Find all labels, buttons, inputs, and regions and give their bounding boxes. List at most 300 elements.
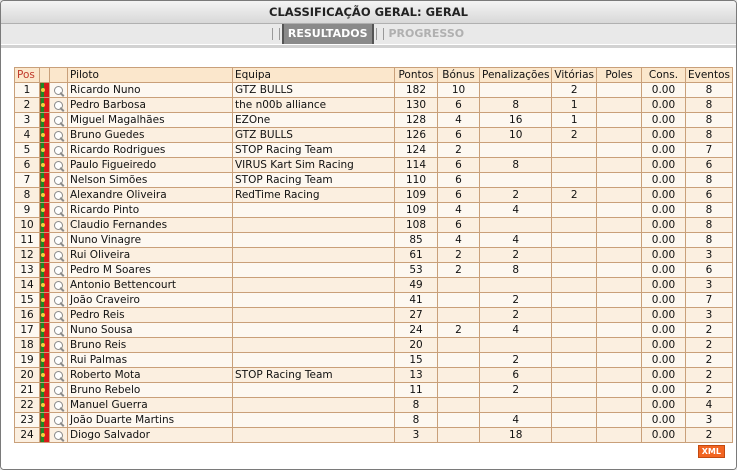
- cell-cons: 0.00: [641, 263, 685, 278]
- cell-bonus: 2: [438, 248, 480, 263]
- cell-piloto[interactable]: Nuno Vinagre: [68, 233, 233, 248]
- flag-emblem: [41, 163, 45, 167]
- cell-eventos: 8: [685, 128, 732, 143]
- cell-cons: 0.00: [641, 308, 685, 323]
- cell-piloto[interactable]: Bruno Reis: [68, 338, 233, 353]
- cell-pontos: 53: [395, 263, 438, 278]
- magnifier-icon[interactable]: [50, 308, 68, 323]
- flag-emblem: [41, 268, 45, 272]
- cell-piloto[interactable]: Rui Oliveira: [68, 248, 233, 263]
- cell-pos: 17: [15, 323, 40, 338]
- cell-cons: 0.00: [641, 233, 685, 248]
- cell-eventos: 8: [685, 173, 732, 188]
- flag-emblem: [41, 283, 45, 287]
- magnifier-icon[interactable]: [50, 128, 68, 143]
- cell-equipa: GTZ BULLS: [233, 83, 395, 98]
- cell-cons: 0.00: [641, 428, 685, 443]
- cell-vitorias: 2: [552, 188, 597, 203]
- cell-eventos: 8: [685, 113, 732, 128]
- portugal-flag-icon: [40, 218, 50, 233]
- cell-vitorias: [552, 263, 597, 278]
- flag-emblem: [41, 103, 45, 107]
- tab-separator: [272, 28, 280, 40]
- search-icon[interactable]: [54, 206, 63, 215]
- cell-bonus: [438, 413, 480, 428]
- cell-eventos: 8: [685, 83, 732, 98]
- portugal-flag-icon: [40, 338, 50, 353]
- cell-poles: [596, 113, 641, 128]
- search-icon[interactable]: [54, 281, 63, 290]
- table-row: [15, 158, 733, 173]
- cell-eventos: 4: [685, 398, 732, 413]
- portugal-flag-icon: [40, 308, 50, 323]
- cell-piloto[interactable]: Pedro Barbosa: [68, 98, 233, 113]
- cell-pontos: 109: [395, 203, 438, 218]
- magnifier-icon[interactable]: [50, 158, 68, 173]
- cell-piloto[interactable]: Ricardo Rodrigues: [68, 143, 233, 158]
- cell-penalizacoes: [480, 143, 552, 158]
- cell-vitorias: [552, 248, 597, 263]
- cell-equipa: GTZ BULLS: [233, 128, 395, 143]
- cell-bonus: [438, 308, 480, 323]
- cell-equipa: [233, 218, 395, 233]
- tab-progresso[interactable]: PROGRESSO: [388, 27, 465, 40]
- magnifier-icon[interactable]: [50, 248, 68, 263]
- cell-penalizacoes: 8: [480, 263, 552, 278]
- cell-eventos: 7: [685, 143, 732, 158]
- cell-pos: 12: [15, 248, 40, 263]
- magnifier-icon[interactable]: [50, 98, 68, 113]
- cell-pos: 3: [15, 113, 40, 128]
- cell-equipa: RedTime Racing: [233, 188, 395, 203]
- cell-piloto[interactable]: Roberto Mota: [68, 368, 233, 383]
- cell-penalizacoes: [480, 398, 552, 413]
- search-icon[interactable]: [54, 296, 63, 305]
- cell-equipa: [233, 293, 395, 308]
- cell-poles: [596, 323, 641, 338]
- table-row: [15, 353, 733, 368]
- cell-cons: 0.00: [641, 248, 685, 263]
- search-icon[interactable]: [54, 416, 63, 425]
- flag-emblem: [41, 253, 45, 257]
- cell-pos: 8: [15, 188, 40, 203]
- magnifier-icon[interactable]: [50, 263, 68, 278]
- cell-penalizacoes: 8: [480, 158, 552, 173]
- cell-pontos: 182: [395, 83, 438, 98]
- cell-pos: 13: [15, 263, 40, 278]
- cell-bonus: 6: [438, 158, 480, 173]
- cell-equipa: [233, 383, 395, 398]
- search-icon[interactable]: [54, 176, 63, 185]
- cell-piloto[interactable]: Pedro M Soares: [68, 263, 233, 278]
- cell-vitorias: [552, 308, 597, 323]
- cell-pontos: 20: [395, 338, 438, 353]
- cell-poles: [596, 203, 641, 218]
- cell-penalizacoes: [480, 278, 552, 293]
- cell-poles: [596, 248, 641, 263]
- magnifier-icon[interactable]: [50, 413, 68, 428]
- cell-pontos: 27: [395, 308, 438, 323]
- cell-cons: 0.00: [641, 413, 685, 428]
- cell-pontos: 128: [395, 113, 438, 128]
- cell-vitorias: 2: [552, 128, 597, 143]
- search-icon[interactable]: [54, 191, 63, 200]
- cell-pontos: 3: [395, 428, 438, 443]
- search-icon[interactable]: [54, 116, 63, 125]
- cell-vitorias: [552, 233, 597, 248]
- search-icon[interactable]: [54, 251, 63, 260]
- magnifier-icon[interactable]: [50, 278, 68, 293]
- cell-pos: 4: [15, 128, 40, 143]
- table-row: [15, 128, 733, 143]
- search-icon[interactable]: [54, 311, 63, 320]
- cell-piloto[interactable]: Manuel Guerra: [68, 398, 233, 413]
- search-icon[interactable]: [54, 146, 63, 155]
- cell-eventos: 3: [685, 278, 732, 293]
- table-row: [15, 248, 733, 263]
- flag-emblem: [41, 133, 45, 137]
- cell-pontos: 49: [395, 278, 438, 293]
- cell-pos: 16: [15, 308, 40, 323]
- search-icon[interactable]: [54, 431, 63, 440]
- col-bonus[interactable]: Bónus: [438, 68, 480, 83]
- flag-emblem: [41, 238, 45, 242]
- cell-piloto[interactable]: Bruno Rebelo: [68, 383, 233, 398]
- cell-vitorias: [552, 278, 597, 293]
- cell-bonus: 6: [438, 98, 480, 113]
- col-pontos[interactable]: Pontos: [395, 68, 438, 83]
- portugal-flag-icon: [40, 293, 50, 308]
- magnifier-icon[interactable]: [50, 83, 68, 98]
- table-row: [15, 428, 733, 443]
- cell-bonus: [438, 278, 480, 293]
- magnifier-icon[interactable]: [50, 368, 68, 383]
- portugal-flag-icon: [40, 428, 50, 443]
- cell-bonus: 6: [438, 188, 480, 203]
- magnifier-icon[interactable]: [50, 383, 68, 398]
- col-eventos[interactable]: Eventos: [685, 68, 732, 83]
- cell-pontos: 15: [395, 353, 438, 368]
- cell-equipa: STOP Racing Team: [233, 173, 395, 188]
- table-row: [15, 308, 733, 323]
- magnifier-icon[interactable]: [50, 188, 68, 203]
- magnifier-icon[interactable]: [50, 173, 68, 188]
- cell-eventos: 3: [685, 248, 732, 263]
- cell-pos: 7: [15, 173, 40, 188]
- cell-eventos: 8: [685, 203, 732, 218]
- cell-penalizacoes: [480, 83, 552, 98]
- cell-bonus: 4: [438, 113, 480, 128]
- cell-eventos: 3: [685, 413, 732, 428]
- portugal-flag-icon: [40, 83, 50, 98]
- cell-pontos: 11: [395, 383, 438, 398]
- cell-pontos: 109: [395, 188, 438, 203]
- search-icon[interactable]: [54, 86, 63, 95]
- search-icon[interactable]: [54, 131, 63, 140]
- cell-piloto[interactable]: Diogo Salvador: [68, 428, 233, 443]
- search-icon[interactable]: [54, 401, 63, 410]
- flag-emblem: [41, 313, 45, 317]
- cell-pontos: 8: [395, 398, 438, 413]
- cell-eventos: 7: [685, 293, 732, 308]
- cell-poles: [596, 383, 641, 398]
- cell-piloto[interactable]: Ricardo Pinto: [68, 203, 233, 218]
- portugal-flag-icon: [40, 143, 50, 158]
- cell-equipa: [233, 233, 395, 248]
- cell-cons: 0.00: [641, 143, 685, 158]
- table-row: [15, 368, 733, 383]
- cell-pos: 6: [15, 158, 40, 173]
- cell-cons: 0.00: [641, 368, 685, 383]
- search-icon[interactable]: [54, 161, 63, 170]
- cell-vitorias: [552, 218, 597, 233]
- cell-piloto[interactable]: Miguel Magalhães: [68, 113, 233, 128]
- cell-bonus: 6: [438, 173, 480, 188]
- portugal-flag-icon: [40, 263, 50, 278]
- col-poles[interactable]: Poles: [596, 68, 641, 83]
- magnifier-icon[interactable]: [50, 398, 68, 413]
- cell-penalizacoes: [480, 338, 552, 353]
- search-icon[interactable]: [54, 101, 63, 110]
- magnifier-icon[interactable]: [50, 143, 68, 158]
- cell-eventos: 6: [685, 188, 732, 203]
- cell-bonus: [438, 428, 480, 443]
- cell-penalizacoes: 8: [480, 98, 552, 113]
- cell-bonus: 2: [438, 323, 480, 338]
- cell-vitorias: [552, 353, 597, 368]
- cell-pos: 1: [15, 83, 40, 98]
- table-row: [15, 143, 733, 158]
- portugal-flag-icon: [40, 278, 50, 293]
- cell-cons: 0.00: [641, 158, 685, 173]
- cell-piloto[interactable]: Antonio Bettencourt: [68, 278, 233, 293]
- cell-eventos: 2: [685, 368, 732, 383]
- cell-cons: 0.00: [641, 98, 685, 113]
- cell-equipa: [233, 308, 395, 323]
- cell-eventos: 2: [685, 323, 732, 338]
- table-header-row: [15, 68, 733, 83]
- cell-penalizacoes: 18: [480, 428, 552, 443]
- cell-pontos: 85: [395, 233, 438, 248]
- xml-export-button[interactable]: XML: [698, 445, 725, 458]
- cell-bonus: [438, 368, 480, 383]
- flag-emblem: [41, 403, 45, 407]
- flag-emblem: [41, 358, 45, 362]
- cell-pos: 11: [15, 233, 40, 248]
- flag-emblem: [41, 418, 45, 422]
- cell-piloto[interactable]: João Craveiro: [68, 293, 233, 308]
- results-panel: [1, 45, 736, 470]
- table-row: [15, 98, 733, 113]
- search-icon[interactable]: [54, 371, 63, 380]
- flag-emblem: [41, 223, 45, 227]
- cell-piloto[interactable]: Nelson Simões: [68, 173, 233, 188]
- cell-bonus: 2: [438, 143, 480, 158]
- cell-penalizacoes: 2: [480, 353, 552, 368]
- flag-emblem: [41, 343, 45, 347]
- cell-bonus: [438, 293, 480, 308]
- table-row: [15, 113, 733, 128]
- cell-cons: 0.00: [641, 398, 685, 413]
- magnifier-icon[interactable]: [50, 218, 68, 233]
- cell-poles: [596, 263, 641, 278]
- search-icon[interactable]: [54, 221, 63, 230]
- cell-piloto[interactable]: Bruno Guedes: [68, 128, 233, 143]
- table-row: [15, 203, 733, 218]
- table-row: [15, 398, 733, 413]
- search-icon[interactable]: [54, 236, 63, 245]
- cell-eventos: 6: [685, 263, 732, 278]
- flag-emblem: [41, 193, 45, 197]
- portugal-flag-icon: [40, 353, 50, 368]
- cell-vitorias: [552, 398, 597, 413]
- flag-emblem: [41, 388, 45, 392]
- cell-cons: 0.00: [641, 203, 685, 218]
- magnifier-icon[interactable]: [50, 353, 68, 368]
- magnifier-icon[interactable]: [50, 113, 68, 128]
- table-row: [15, 263, 733, 278]
- cell-vitorias: 2: [552, 83, 597, 98]
- cell-bonus: [438, 383, 480, 398]
- cell-vitorias: [552, 143, 597, 158]
- cell-cons: 0.00: [641, 293, 685, 308]
- cell-cons: 0.00: [641, 383, 685, 398]
- flag-emblem: [41, 148, 45, 152]
- cell-cons: 0.00: [641, 188, 685, 203]
- cell-equipa: [233, 338, 395, 353]
- cell-pos: 18: [15, 338, 40, 353]
- magnifier-icon[interactable]: [50, 293, 68, 308]
- portugal-flag-icon: [40, 113, 50, 128]
- cell-penalizacoes: 2: [480, 308, 552, 323]
- cell-poles: [596, 398, 641, 413]
- magnifier-icon[interactable]: [50, 323, 68, 338]
- cell-piloto[interactable]: Ricardo Nuno: [68, 83, 233, 98]
- cell-vitorias: [552, 203, 597, 218]
- magnifier-icon[interactable]: [50, 428, 68, 443]
- cell-vitorias: [552, 173, 597, 188]
- cell-equipa: the n00b alliance: [233, 98, 395, 113]
- magnifier-icon[interactable]: [50, 203, 68, 218]
- tab-resultados[interactable]: RESULTADOS: [282, 24, 374, 44]
- cell-bonus: [438, 338, 480, 353]
- cell-cons: 0.00: [641, 173, 685, 188]
- portugal-flag-icon: [40, 173, 50, 188]
- cell-vitorias: [552, 158, 597, 173]
- cell-pos: 19: [15, 353, 40, 368]
- search-icon[interactable]: [54, 266, 63, 275]
- cell-piloto[interactable]: Claudio Fernandes: [68, 218, 233, 233]
- table-row: [15, 383, 733, 398]
- cell-pontos: 24: [395, 323, 438, 338]
- cell-piloto[interactable]: Paulo Figueiredo: [68, 158, 233, 173]
- cell-penalizacoes: [480, 173, 552, 188]
- cell-piloto[interactable]: João Duarte Martins: [68, 413, 233, 428]
- flag-emblem: [41, 433, 45, 437]
- col-equipa[interactable]: Equipa: [233, 68, 395, 83]
- cell-pos: 14: [15, 278, 40, 293]
- cell-vitorias: [552, 323, 597, 338]
- cell-poles: [596, 173, 641, 188]
- cell-pontos: 130: [395, 98, 438, 113]
- cell-penalizacoes: 4: [480, 233, 552, 248]
- cell-poles: [596, 338, 641, 353]
- table-row: [15, 413, 733, 428]
- cell-cons: 0.00: [641, 83, 685, 98]
- cell-poles: [596, 233, 641, 248]
- cell-cons: 0.00: [641, 218, 685, 233]
- cell-vitorias: [552, 368, 597, 383]
- cell-pos: 10: [15, 218, 40, 233]
- cell-poles: [596, 128, 641, 143]
- cell-pos: 9: [15, 203, 40, 218]
- tab-separator: [376, 28, 384, 40]
- cell-cons: 0.00: [641, 353, 685, 368]
- cell-equipa: [233, 263, 395, 278]
- cell-equipa: [233, 413, 395, 428]
- cell-vitorias: [552, 293, 597, 308]
- cell-pontos: 126: [395, 128, 438, 143]
- col-flag: [40, 68, 50, 83]
- cell-bonus: 10: [438, 83, 480, 98]
- cell-equipa: [233, 248, 395, 263]
- portugal-flag-icon: [40, 233, 50, 248]
- cell-poles: [596, 293, 641, 308]
- table-row: [15, 188, 733, 203]
- magnifier-icon[interactable]: [50, 233, 68, 248]
- col-vitorias[interactable]: Vitórias: [552, 68, 597, 83]
- cell-piloto[interactable]: Rui Palmas: [68, 353, 233, 368]
- cell-bonus: 2: [438, 263, 480, 278]
- cell-bonus: 6: [438, 218, 480, 233]
- portugal-flag-icon: [40, 188, 50, 203]
- cell-eventos: 2: [685, 383, 732, 398]
- col-piloto[interactable]: Piloto: [68, 68, 233, 83]
- cell-cons: 0.00: [641, 113, 685, 128]
- cell-vitorias: [552, 413, 597, 428]
- search-icon[interactable]: [54, 386, 63, 395]
- portugal-flag-icon: [40, 98, 50, 113]
- cell-penalizacoes: 16: [480, 113, 552, 128]
- search-icon[interactable]: [54, 341, 63, 350]
- portugal-flag-icon: [40, 323, 50, 338]
- col-cons[interactable]: Cons.: [641, 68, 685, 83]
- table-row: [15, 293, 733, 308]
- cell-piloto[interactable]: Nuno Sousa: [68, 323, 233, 338]
- flag-emblem: [41, 373, 45, 377]
- flag-emblem: [41, 118, 45, 122]
- cell-equipa: [233, 428, 395, 443]
- cell-eventos: 8: [685, 98, 732, 113]
- cell-poles: [596, 353, 641, 368]
- cell-eventos: 2: [685, 353, 732, 368]
- cell-poles: [596, 98, 641, 113]
- col-penalizacoes[interactable]: Penalizações: [480, 68, 552, 83]
- search-icon[interactable]: [54, 356, 63, 365]
- cell-bonus: 4: [438, 203, 480, 218]
- cell-piloto[interactable]: Pedro Reis: [68, 308, 233, 323]
- search-icon[interactable]: [54, 326, 63, 335]
- cell-equipa: [233, 203, 395, 218]
- magnifier-icon[interactable]: [50, 338, 68, 353]
- cell-piloto[interactable]: Alexandre Oliveira: [68, 188, 233, 203]
- col-pos[interactable]: Pos: [15, 68, 40, 83]
- cell-penalizacoes: 2: [480, 188, 552, 203]
- cell-penalizacoes: [480, 218, 552, 233]
- cell-cons: 0.00: [641, 278, 685, 293]
- flag-emblem: [41, 88, 45, 92]
- portugal-flag-icon: [40, 413, 50, 428]
